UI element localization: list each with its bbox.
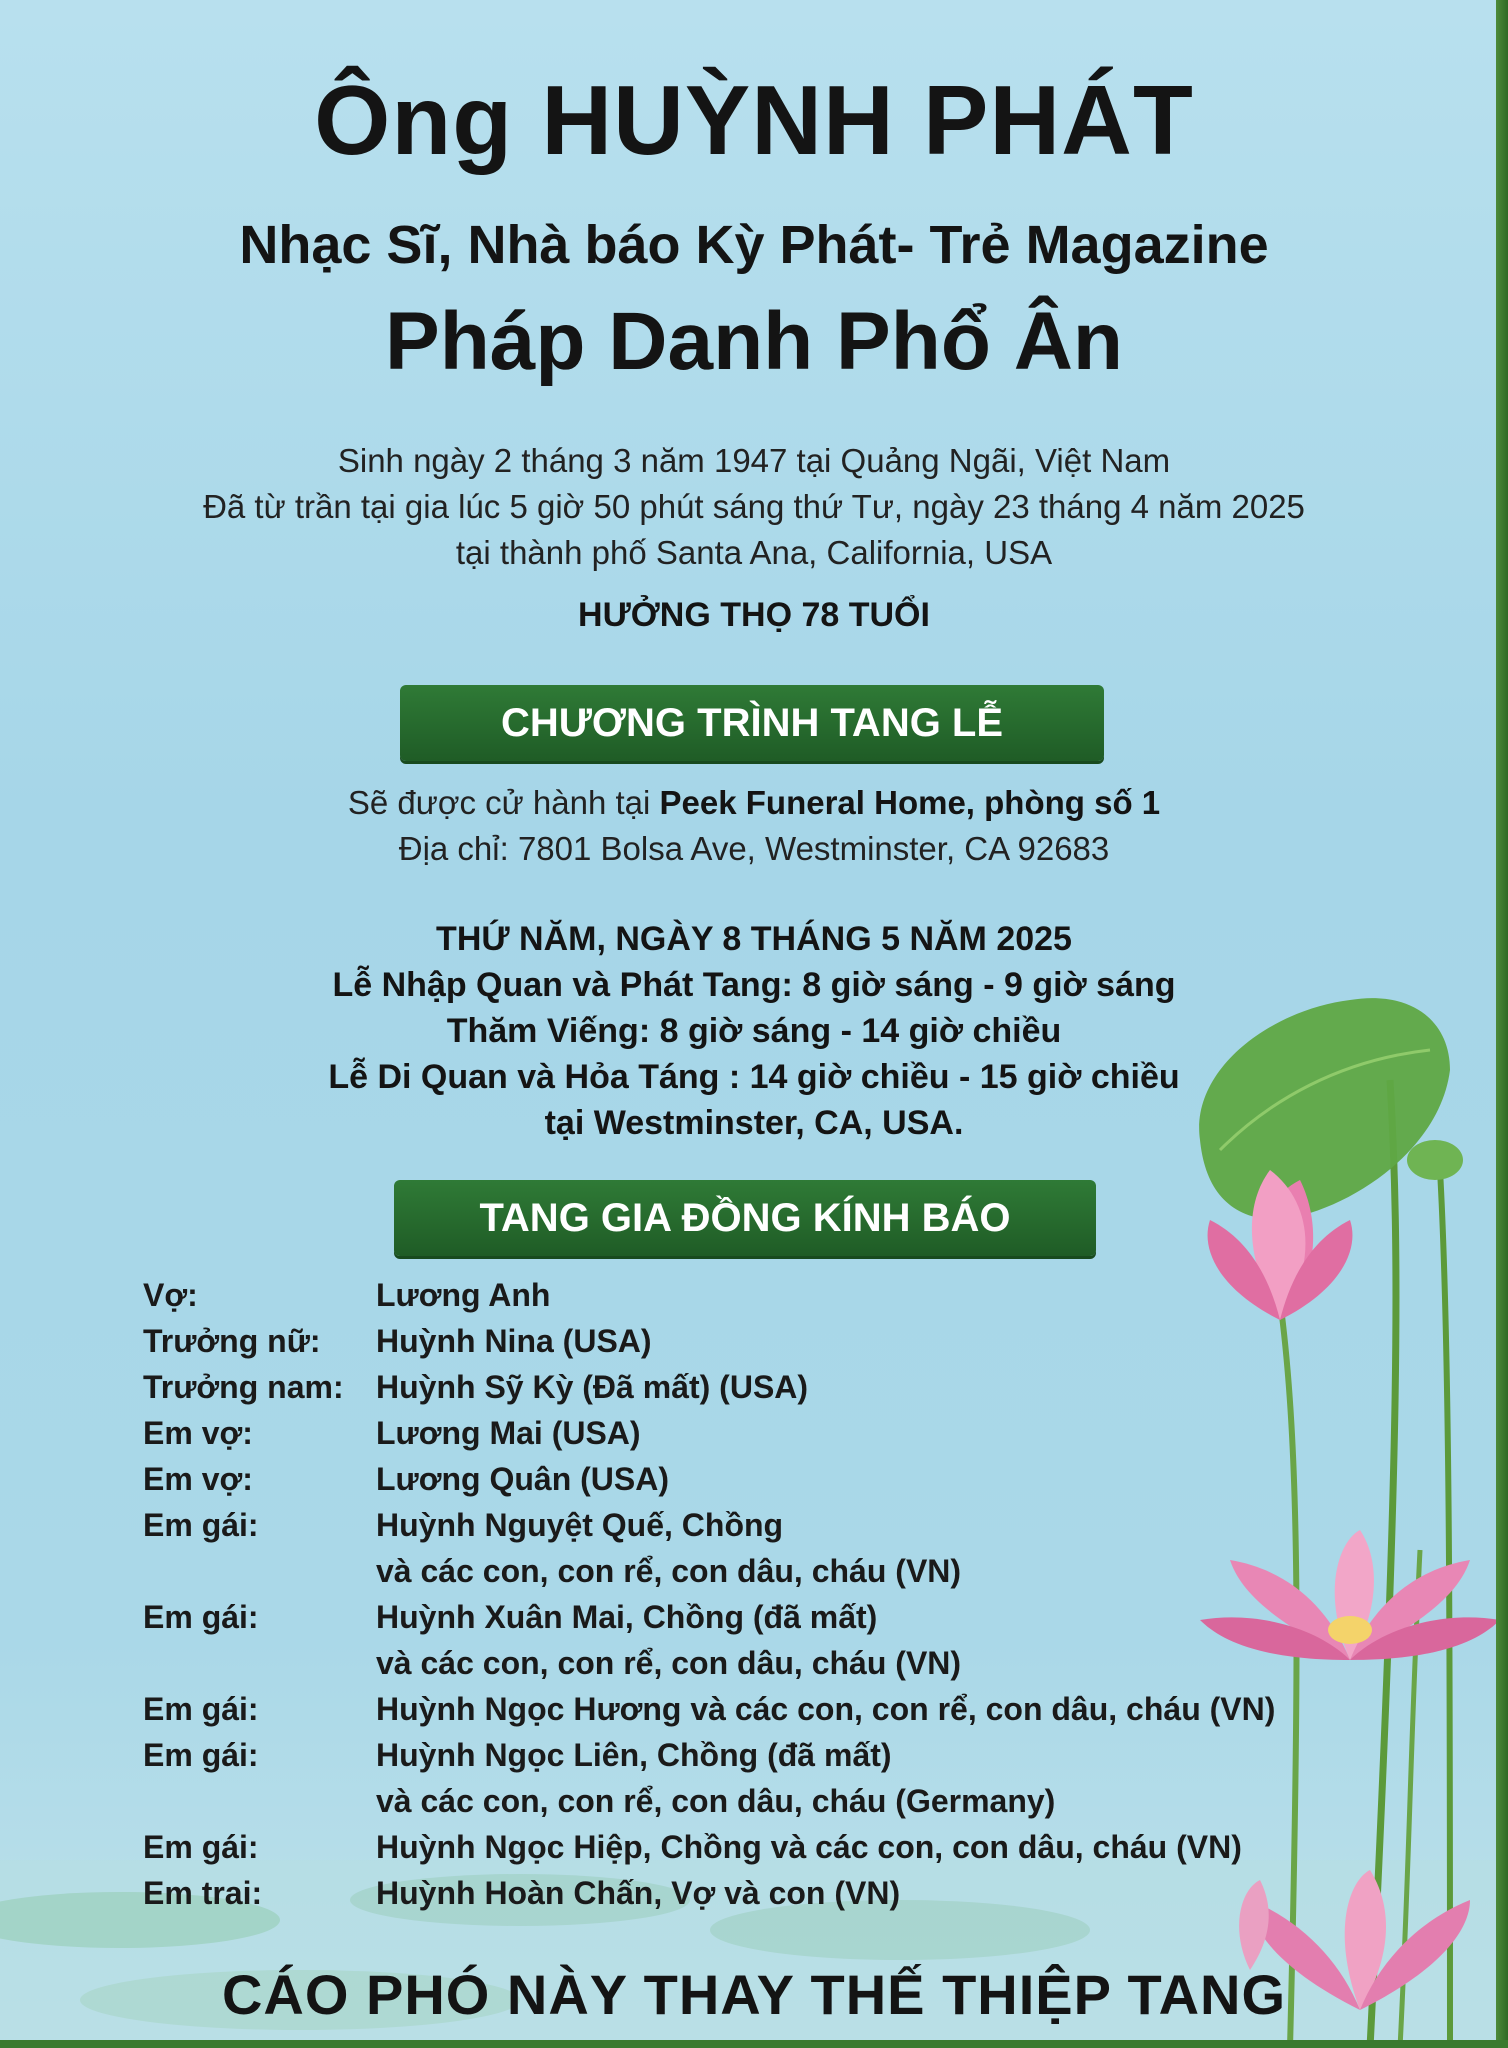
family-role: Em trai: xyxy=(143,1875,263,1911)
family-name: và các con, con rể, con dâu, cháu (VN) xyxy=(376,1645,962,1681)
family-row xyxy=(143,1686,1275,1732)
family-row xyxy=(143,1364,1275,1410)
family-role: Em gái: xyxy=(143,1829,259,1865)
death-place-line: tại thành phố Santa Ana, California, USA xyxy=(455,534,1053,571)
family-role: Em gái: xyxy=(143,1507,259,1543)
schedule-item: Thăm Viếng: 8 giờ sáng - 14 giờ chiều xyxy=(446,1012,1062,1050)
venue-line xyxy=(0,780,1508,826)
life-info xyxy=(0,438,1508,576)
venue-info xyxy=(0,780,1508,872)
family-name: Huỳnh Hoàn Chấn, Vợ và con (VN) xyxy=(376,1875,901,1911)
family-name: Huỳnh Sỹ Kỳ (Đã mất) (USA) xyxy=(376,1369,809,1405)
ceremony-date: THỨ NĂM, NGÀY 8 THÁNG 5 NĂM 2025 xyxy=(436,920,1072,958)
deceased-name: Ông HUỲNH PHÁT xyxy=(314,65,1194,175)
family-role: Vợ: xyxy=(143,1277,198,1313)
family-row xyxy=(143,1410,1275,1456)
family-role xyxy=(143,1548,376,1594)
birth-line: Sinh ngày 2 tháng 3 năm 1947 tại Quảng Ngãi, Việt Nam xyxy=(337,442,1171,479)
family-role: Em gái: xyxy=(143,1737,259,1773)
death-line: Đã từ trần tại gia lúc 5 giờ 50 phút sáng thứ Tư, ngày 23 tháng 4 năm 2025 xyxy=(203,488,1305,525)
family-role: Em gái: xyxy=(143,1691,259,1727)
family-name: Huỳnh Nina (USA) xyxy=(376,1323,652,1359)
family-name: Huỳnh Ngọc Liên, Chồng (đã mất) xyxy=(376,1737,892,1773)
family-row xyxy=(143,1272,1275,1318)
family-role: Em vợ: xyxy=(143,1415,253,1451)
family-row xyxy=(143,1732,1275,1778)
family-role xyxy=(143,1778,376,1824)
family-row xyxy=(143,1778,1275,1824)
family-row xyxy=(143,1456,1275,1502)
family-name: Huỳnh Nguyệt Quế, Chồng xyxy=(376,1507,784,1543)
family-name: Lương Quân (USA) xyxy=(376,1461,669,1497)
family-name: Huỳnh Xuân Mai, Chồng (đã mất) xyxy=(376,1599,878,1635)
deceased-occupation: Nhạc Sĩ, Nhà báo Kỳ Phát- Trẻ Magazine xyxy=(239,215,1269,275)
family-name: và các con, con rể, con dâu, cháu (Germany) xyxy=(376,1783,1056,1819)
family-role: Em gái: xyxy=(143,1599,259,1635)
family-heading-banner: TANG GIA ĐỒNG KÍNH BÁO xyxy=(394,1180,1096,1256)
family-row xyxy=(143,1640,1275,1686)
family-row xyxy=(143,1870,1275,1916)
address-line: Địa chỉ: 7801 Bolsa Ave, Westminster, CA 92683 xyxy=(398,830,1110,867)
family-list xyxy=(143,1272,1275,1916)
venue-prefix: Sẽ được cử hành tại xyxy=(347,784,660,821)
family-row xyxy=(143,1502,1275,1548)
family-name: Huỳnh Ngọc Hiệp, Chồng và các con, con dâu, cháu (VN) xyxy=(376,1829,1242,1865)
ceremony-heading-banner: CHƯƠNG TRÌNH TANG LỄ xyxy=(400,685,1104,761)
schedule-item: tại Westminster, CA, USA. xyxy=(544,1104,964,1142)
family-row xyxy=(143,1318,1275,1364)
ceremony-schedule xyxy=(0,916,1508,1146)
family-row xyxy=(143,1594,1275,1640)
schedule-item: Lễ Nhập Quan và Phát Tang: 8 giờ sáng - 9 giờ sáng xyxy=(332,966,1176,1004)
footer-notice: CÁO PHÓ NÀY THAY THẾ THIỆP TANG xyxy=(221,1963,1287,2026)
family-name: Lương Mai (USA) xyxy=(376,1415,641,1451)
family-name: Lương Anh xyxy=(376,1277,551,1313)
family-name: Huỳnh Ngọc Hương và các con, con rể, con dâu, cháu (VN) xyxy=(376,1691,1276,1727)
venue-name: Peek Funeral Home, phòng số 1 xyxy=(659,784,1161,821)
dharma-name: Pháp Danh Phổ Ân xyxy=(385,296,1123,387)
family-row xyxy=(143,1824,1275,1870)
family-role: Em vợ: xyxy=(143,1461,253,1497)
family-role: Trưởng nữ: xyxy=(143,1323,321,1359)
family-role xyxy=(143,1640,376,1686)
bottom-border xyxy=(0,2040,1508,2048)
family-name: và các con, con rể, con dâu, cháu (VN) xyxy=(376,1553,962,1589)
family-row xyxy=(143,1548,1275,1594)
schedule-item: Lễ Di Quan và Hỏa Táng : 14 giờ chiều - 15 giờ chiều xyxy=(328,1058,1180,1096)
family-role: Trưởng nam: xyxy=(143,1369,344,1405)
age-line: HƯỞNG THỌ 78 TUỔI xyxy=(578,596,930,634)
